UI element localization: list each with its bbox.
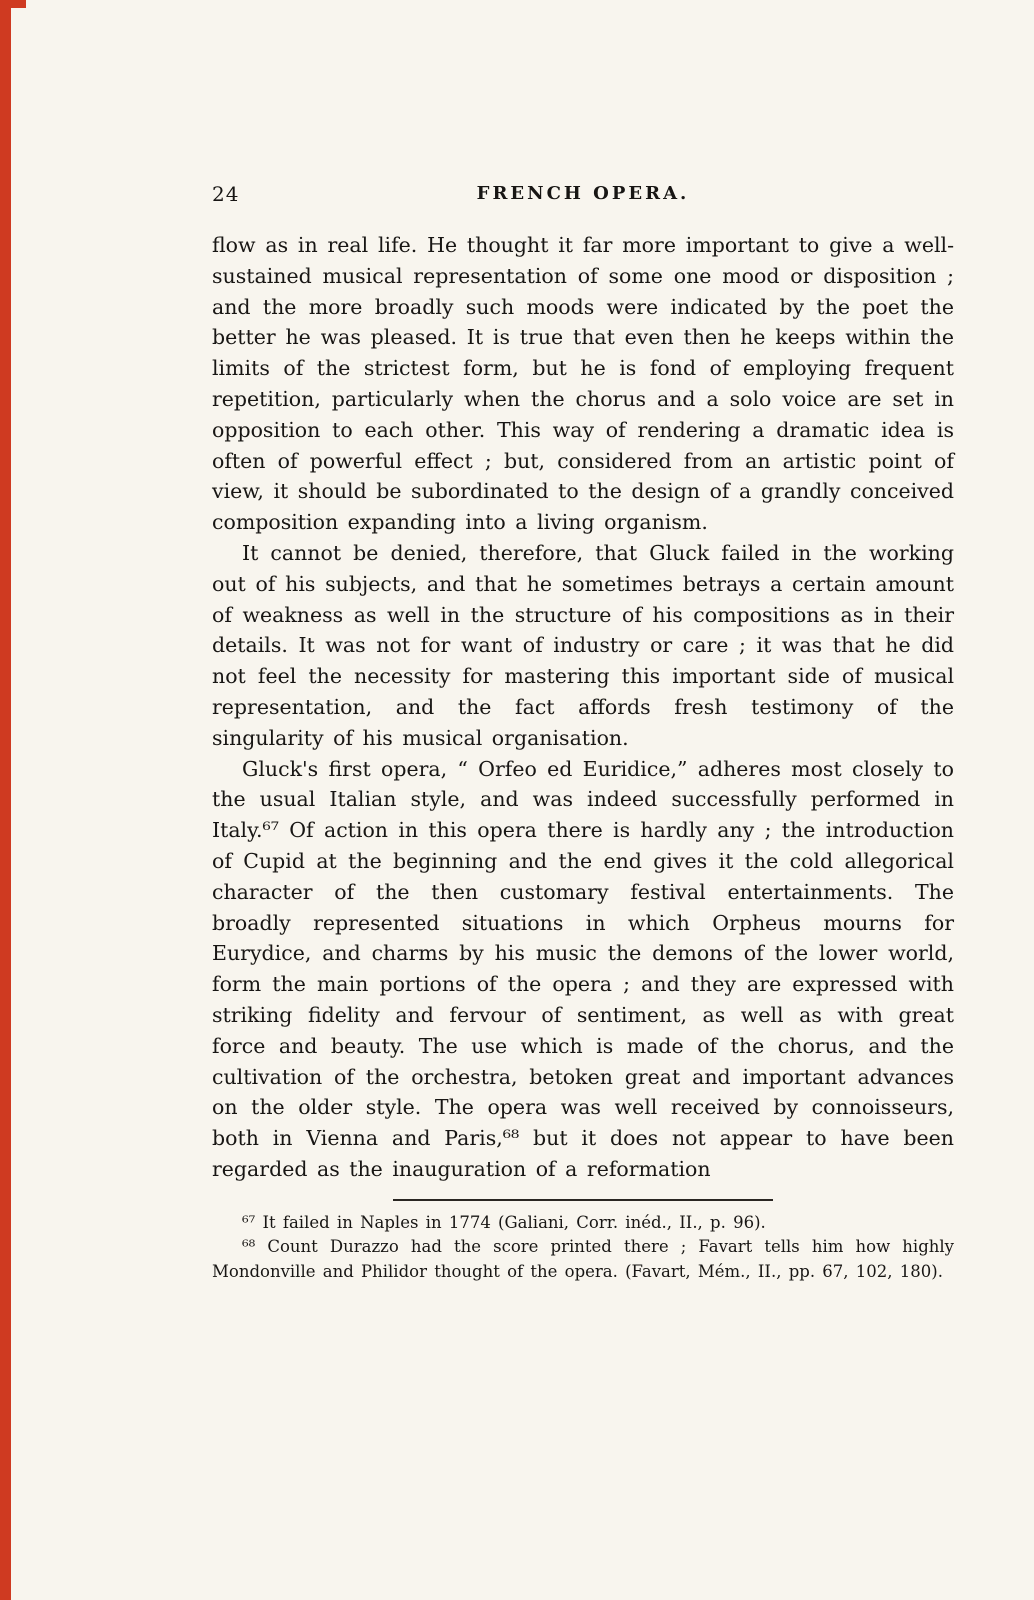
paragraph: It cannot be denied, therefore, that Gluck failed in the working out of his subjects, and that he sometimes betrays a certain amount of weakness as well in the structure of his compositions as in their details. It was not for want of industry or care ; it was that he did not feel the necessity for mastering this important side of musical representation, and the fact affords fresh testimony of the singularity of his musical organisation. (212, 540, 954, 750)
page-head (212, 178, 954, 212)
footnote: ⁶⁸ Count Durazzo had the score printed there ; Favart tells him how highly Mondonville and Philidor thought of the opera. (Favart, Mém., II., pp. 67, 102, 180). (212, 1237, 954, 1281)
footnotes (212, 1211, 954, 1285)
page-number: 24 (212, 182, 240, 206)
footnote: ⁶⁷ It failed in Naples in 1774 (Galiani, Corr. inéd., II., p. 96). (242, 1212, 766, 1232)
scan-edge-strip (0, 0, 11, 1600)
paragraph: Gluck's first opera, “ Orfeo ed Euridice,” adheres most closely to the usual Italian style, and was indeed successfully performed in Italy.⁶⁷ Of action in this opera there is hardly any ; the introduction of Cupid at the beginning and the end gives it the cold allegorical character of the then customary festival entertainments. The broadly represented situations in which Orpheus mourns for Eurydice, and charms by his music the demons of the lower world, form the main portions of the opera ; and they are expressed with striking fidelity and fervour of sentiment, as well as with great force and beauty. The use which is made of the chorus, and the cultivation of the orchestra, betoken great and important advances on the older style. The opera was well received by connoisseurs, both in Vienna and Paris,⁶⁸ but it does not appear to have been regarded as the inauguration of a reformation (212, 756, 954, 1181)
running-header: FRENCH OPERA. (476, 183, 690, 204)
footnote-divider (393, 1199, 773, 1201)
page-content (212, 178, 954, 1284)
body-text (212, 230, 954, 1185)
paragraph: flow as in real life. He thought it far more important to give a well-sustained musical representation of some one mood or disposition ; and the more broadly such moods were indicated by the poet the better he was pleased. It is true that even then he keeps within the limits of the strictest form, but he is fond of employing frequent repetition, particularly when the chorus and a solo voice are set in opposition to each other. This way of rendering a dramatic idea is often of powerful effect ; but, considered from an artistic point of view, it should be subordinated to the design of a grandly conceived composition expanding into a living organism. (212, 233, 954, 535)
scan-edge-corner (0, 0, 26, 8)
